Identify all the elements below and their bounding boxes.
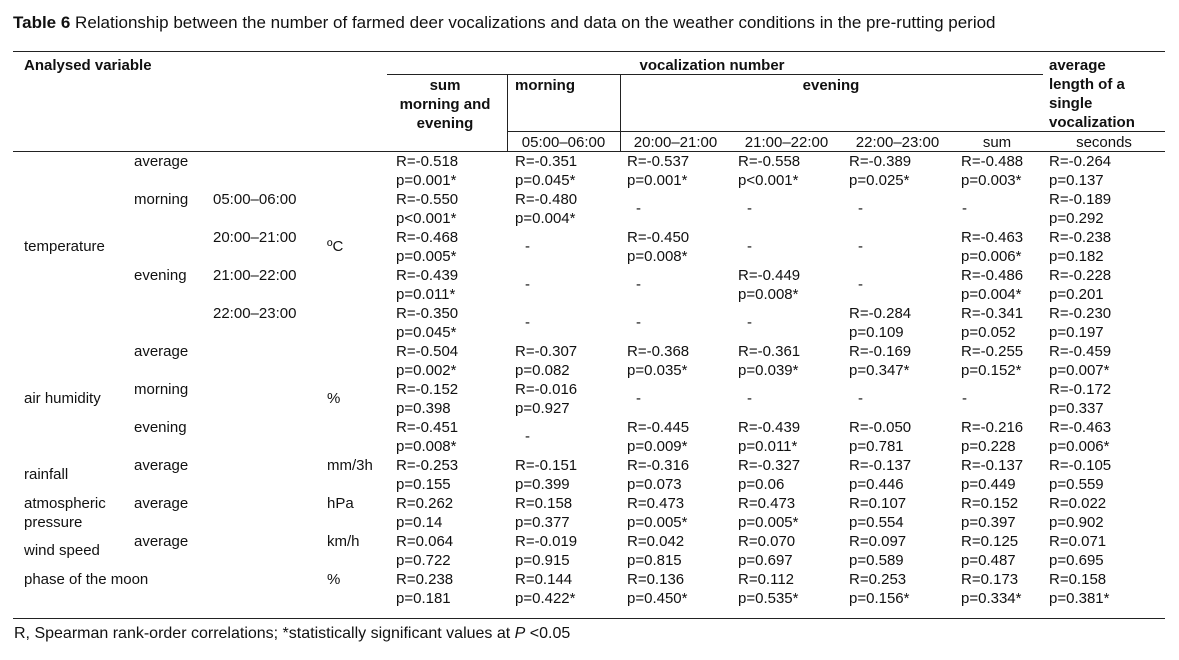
cell-r-value: R=-0.550 [396,191,459,208]
cell-r-value: R=-0.253 [396,457,459,474]
cell-p-value: p=0.008* [396,438,457,455]
cell-dash: - [636,200,641,217]
cell-r-value: R=-0.152 [396,381,459,398]
header-subcolumn-rule [507,131,1165,132]
cell-r-value: R=-0.238 [1049,229,1112,246]
cell-p-value: p<0.001* [738,172,799,189]
cell-r-value: R=-0.228 [1049,267,1112,284]
row-period: average [134,533,189,550]
cell-p-value: p=0.381* [1049,590,1110,607]
cell-p-value: p=0.011* [738,438,798,455]
cell-p-value: p=0.004* [961,286,1022,303]
cell-r-value: R=-0.449 [738,267,801,284]
header-average-length-line4: vocalization [1049,114,1135,131]
cell-r-value: R=-0.518 [396,153,459,170]
cell-p-value: p=0.073 [627,476,682,493]
cell-r-value: R=-0.537 [627,153,690,170]
cell-p-value: p=0.009* [627,438,688,455]
table-top-rule [13,51,1165,52]
cell-p-value: p=0.182 [1049,248,1104,265]
cell-p-value: p=0.039* [738,362,799,379]
cell-r-value: R=-0.255 [961,343,1024,360]
cell-dash: - [747,238,752,255]
row-variable: temperature [24,238,105,255]
cell-r-value: R=-0.480 [515,191,578,208]
cell-p-value: p=0.06 [738,476,785,493]
cell-p-value: p=0.003* [961,172,1022,189]
cell-dash: - [962,200,967,217]
table-footnote [14,625,570,643]
cell-r-value: R=-0.558 [738,153,801,170]
cell-r-value: R=0.071 [1049,533,1107,550]
row-variable: phase of the moon [24,571,149,588]
cell-p-value: p=0.156* [849,590,910,607]
cell-p-value: p=0.045* [515,172,576,189]
cell-p-value: p=0.815 [627,552,682,569]
cell-r-value: R=-0.459 [1049,343,1112,360]
cell-r-value: R=-0.468 [396,229,459,246]
cell-dash: - [858,276,863,293]
cell-r-value: R=-0.137 [849,457,912,474]
cell-r-value: R=0.070 [738,533,796,550]
cell-r-value: R=-0.189 [1049,191,1112,208]
table-title: Relationship between the number of farmed deer vocalizations and data on the weather conditions in the pre-rutting period [70,13,996,32]
row-unit: km/h [327,533,360,550]
header-sum-line2: morning and [399,96,491,113]
cell-p-value: p=0.008* [627,248,688,265]
cell-dash: - [747,200,752,217]
cell-p-value: p=0.001* [627,172,688,189]
cell-r-value: R=0.253 [849,571,907,588]
cell-r-value: R=-0.463 [961,229,1024,246]
row-variable: atmospheric [24,495,106,512]
table-caption [13,13,996,33]
cell-p-value: p=0.397 [961,514,1016,531]
cell-p-value: p=0.001* [396,172,457,189]
cell-r-value: R=-0.307 [515,343,578,360]
table-number: Table 6 [13,13,71,32]
cell-p-value: p=0.006* [961,248,1022,265]
cell-p-value: p=0.197 [1049,324,1104,341]
cell-dash: - [525,314,530,331]
cell-r-value: R=-0.169 [849,343,912,360]
row-unit: hPa [327,495,354,512]
cell-r-value: R=-0.151 [515,457,578,474]
cell-p-value: p=0.449 [961,476,1016,493]
cell-p-value: p=0.109 [849,324,904,341]
cell-p-value: p=0.201 [1049,286,1104,303]
cell-p-value: p=0.487 [961,552,1016,569]
cell-dash: - [525,428,530,445]
cell-p-value: p=0.535* [738,590,799,607]
row-unit: mm/3h [327,457,373,474]
cell-p-value: p=0.011* [396,286,456,303]
cell-r-value: R=-0.368 [627,343,690,360]
cell-p-value: p=0.292 [1049,210,1104,227]
cell-p-value: p=0.005* [738,514,799,531]
row-variable: air humidity [24,390,101,407]
row-time-range: 22:00–23:00 [213,305,297,322]
cell-p-value: p=0.045* [396,324,457,341]
cell-r-value: R=-0.439 [396,267,459,284]
cell-r-value: R=0.238 [396,571,454,588]
cell-r-value: R=0.152 [961,495,1019,512]
cell-p-value: p=0.005* [627,514,688,531]
header-evening: evening [802,77,860,94]
cell-dash: - [962,390,967,407]
cell-r-value: R=-0.264 [1049,153,1112,170]
row-variable: rainfall [24,466,69,483]
cell-r-value: R=0.022 [1049,495,1107,512]
cell-p-value: p=0.181 [396,590,451,607]
cell-dash: - [747,314,752,331]
cell-r-value: R=-0.230 [1049,305,1112,322]
subheader-2100-2200: 21:00–22:00 [744,134,829,151]
cell-r-value: R=-0.445 [627,419,690,436]
cell-r-value: R=-0.450 [627,229,690,246]
cell-p-value: p=0.155 [396,476,451,493]
cell-p-value: p=0.347* [849,362,910,379]
cell-dash: - [858,390,863,407]
header-average-length [1049,56,1135,132]
cell-r-value: R=-0.050 [849,419,912,436]
subheader-2000-2100: 20:00–21:00 [633,134,718,151]
cell-r-value: R=-0.504 [396,343,459,360]
header-sum-line3: evening [416,115,474,132]
cell-r-value: R=0.158 [1049,571,1107,588]
cell-p-value: p=0.446 [849,476,904,493]
cell-r-value: R=-0.284 [849,305,912,322]
cell-r-value: R=-0.350 [396,305,459,322]
cell-r-value: R=-0.016 [515,381,578,398]
cell-p-value: p=0.137 [1049,172,1104,189]
cell-r-value: R=-0.463 [1049,419,1112,436]
cell-r-value: R=-0.351 [515,153,578,170]
cell-p-value: p=0.035* [627,362,688,379]
row-period: morning [134,191,189,208]
cell-p-value: p=0.14 [396,514,443,531]
cell-r-value: R=-0.105 [1049,457,1112,474]
cell-p-value: p=0.902 [1049,514,1104,531]
cell-r-value: R=0.158 [515,495,573,512]
cell-r-value: R=-0.451 [396,419,459,436]
row-unit: % [327,390,341,407]
header-sum-line1: sum [429,77,461,94]
cell-r-value: R=-0.316 [627,457,690,474]
cell-p-value: p=0.398 [396,400,451,417]
row-unit: % [327,571,341,588]
cell-r-value: R=0.136 [627,571,685,588]
cell-r-value: R=0.173 [961,571,1019,588]
row-time-range: 21:00–22:00 [213,267,297,284]
header-vocalization-number: vocalization number [639,57,785,74]
cell-r-value: R=-0.439 [738,419,801,436]
footnote-threshold: <0.05 [525,625,571,642]
row-time-range: 05:00–06:00 [213,191,297,208]
cell-p-value: p=0.695 [1049,552,1104,569]
cell-p-value: p=0.005* [396,248,457,265]
cell-p-value: p=0.697 [738,552,793,569]
row-time-range: 20:00–21:00 [213,229,297,246]
cell-p-value: p=0.337 [1049,400,1104,417]
row-unit: ºC [327,238,344,255]
cell-dash: - [636,390,641,407]
cell-r-value: R=0.125 [961,533,1019,550]
cell-r-value: R=-0.019 [515,533,578,550]
header-average-length-line1: average [1049,57,1106,74]
cell-dash: - [858,200,863,217]
cell-p-value: p=0.450* [627,590,688,607]
cell-r-value: R=0.262 [396,495,454,512]
row-period: average [134,457,189,474]
cell-dash: - [858,238,863,255]
cell-dash: - [525,276,530,293]
cell-p-value: p=0.554 [849,514,904,531]
cell-r-value: R=0.473 [627,495,685,512]
cell-r-value: R=-0.327 [738,457,801,474]
cell-r-value: R=0.144 [515,571,573,588]
cell-r-value: R=-0.361 [738,343,801,360]
row-period: evening [134,419,187,436]
cell-p-value: p<0.001* [396,210,457,227]
cell-p-value: p=0.399 [515,476,570,493]
cell-p-value: p=0.781 [849,438,904,455]
subheader-seconds: seconds [1076,134,1132,151]
cell-p-value: p=0.589 [849,552,904,569]
cell-p-value: p=0.377 [515,514,570,531]
cell-r-value: R=0.064 [396,533,454,550]
cell-p-value: p=0.004* [515,210,576,227]
subheader-2200-2300: 22:00–23:00 [855,134,940,151]
cell-dash: - [636,276,641,293]
cell-p-value: p=0.006* [1049,438,1110,455]
cell-p-value: p=0.008* [738,286,799,303]
header-analysed-variable: Analysed variable [24,57,152,74]
row-period: evening [134,267,187,284]
cell-dash: - [525,238,530,255]
cell-p-value: p=0.927 [515,400,570,417]
row-variable: wind speed [24,542,100,559]
cell-p-value: p=0.025* [849,172,910,189]
subheader-0500-0600: 05:00–06:00 [521,134,606,151]
header-sum-morning-evening [390,76,500,133]
cell-p-value: p=0.228 [961,438,1016,455]
header-vocalization-underline [387,74,1043,75]
row-variable-line2: pressure [24,514,83,531]
cell-r-value: R=-0.488 [961,153,1024,170]
cell-p-value: p=0.422* [515,590,576,607]
cell-p-value: p=0.915 [515,552,570,569]
cell-dash: - [747,390,752,407]
cell-r-value: R=-0.137 [961,457,1024,474]
cell-r-value: R=0.097 [849,533,907,550]
cell-r-value: R=0.112 [738,571,795,588]
footnote-p: P [514,625,526,642]
row-period: average [134,343,189,360]
row-period: average [134,153,189,170]
table-bottom-rule [13,618,1165,619]
cell-r-value: R=-0.172 [1049,381,1112,398]
cell-p-value: p=0.722 [396,552,451,569]
cell-p-value: p=0.082 [515,362,570,379]
cell-p-value: p=0.334* [961,590,1022,607]
cell-r-value: R=-0.486 [961,267,1024,284]
row-period: average [134,495,189,512]
header-average-length-line3: single [1049,95,1093,112]
cell-dash: - [636,314,641,331]
row-period: morning [134,381,189,398]
cell-p-value: p=0.052 [961,324,1016,341]
cell-r-value: R=0.107 [849,495,907,512]
subheader-sum: sum [982,134,1012,151]
cell-r-value: R=-0.341 [961,305,1024,322]
cell-r-value: R=-0.216 [961,419,1024,436]
header-average-length-line2: length of a [1049,76,1125,93]
header-morning: morning [515,77,575,94]
cell-r-value: R=-0.389 [849,153,912,170]
cell-p-value: p=0.007* [1049,362,1110,379]
footnote-text: R, Spearman rank-order correlations; *statistically significant values at [14,625,515,642]
cell-p-value: p=0.002* [396,362,457,379]
cell-p-value: p=0.152* [961,362,1022,379]
cell-r-value: R=0.042 [627,533,685,550]
cell-p-value: p=0.559 [1049,476,1104,493]
cell-r-value: R=0.473 [738,495,796,512]
